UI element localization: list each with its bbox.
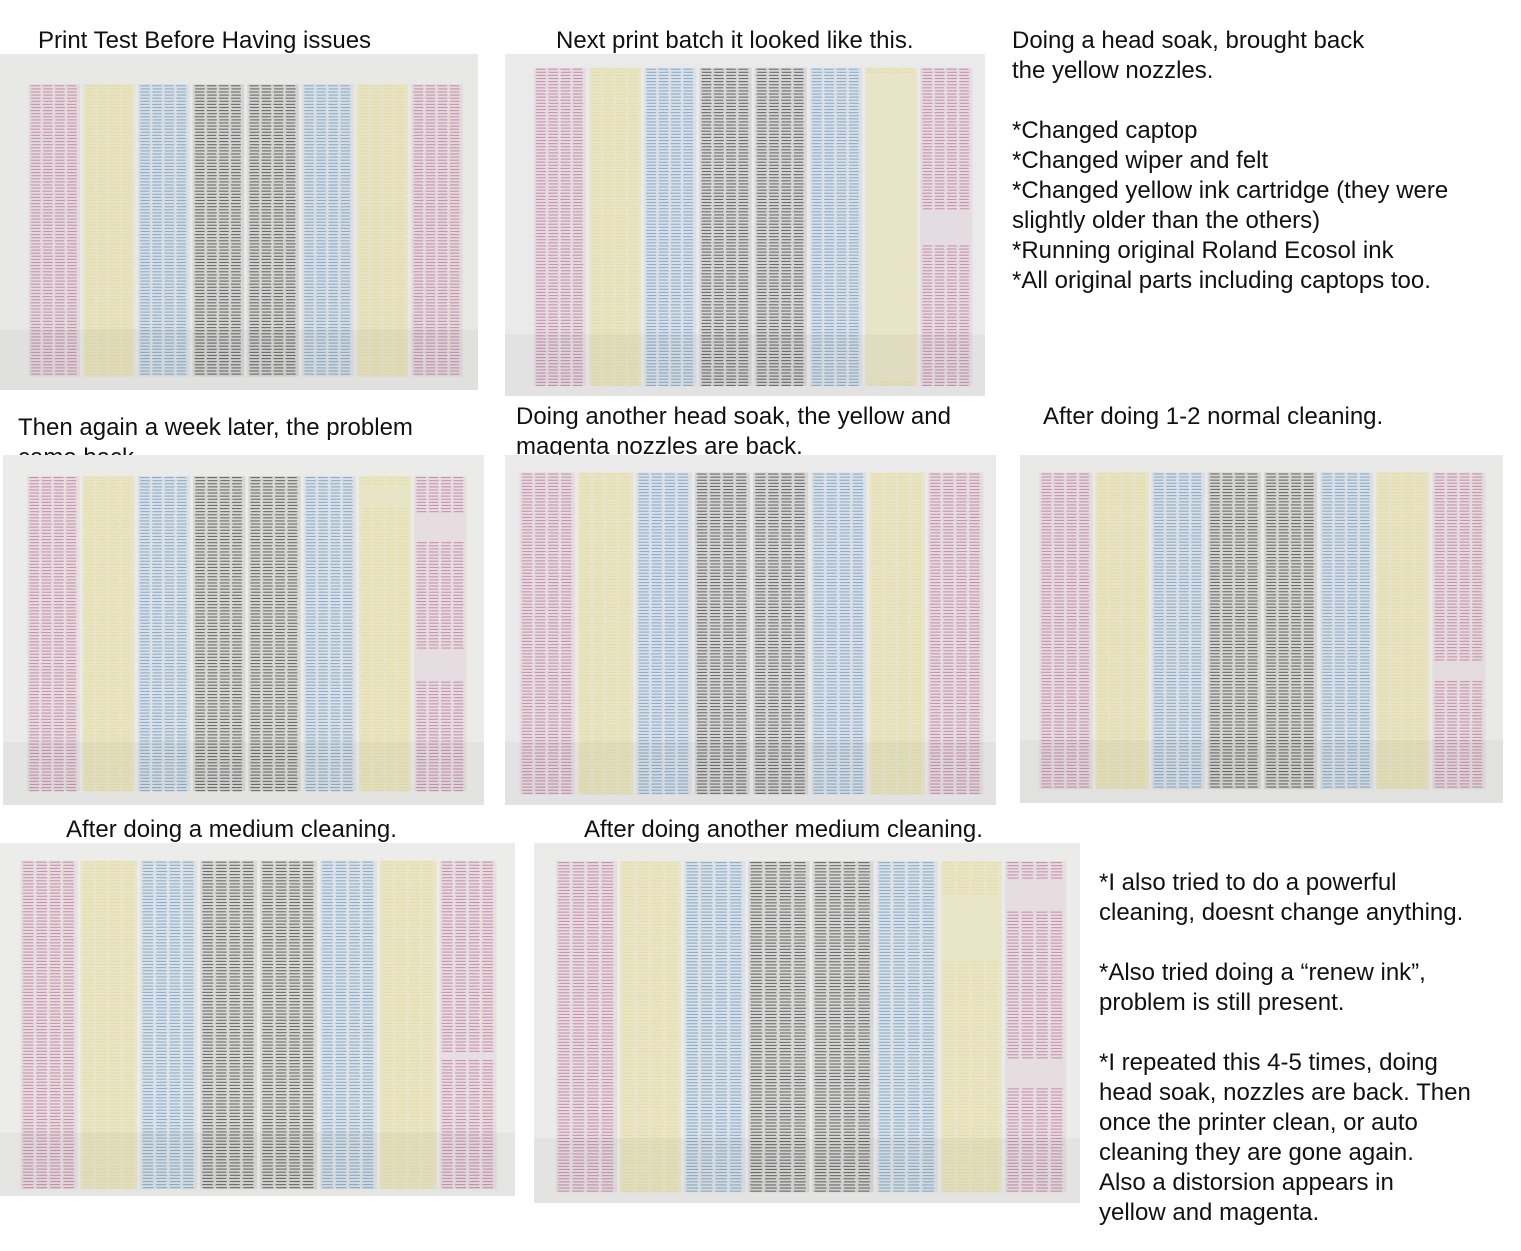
head-soak-notes xyxy=(1012,26,1448,296)
note-line: cleaning they are gone again. xyxy=(1099,1138,1471,1168)
photo-normal-cleaning xyxy=(1020,455,1503,803)
note-line: problem is still present. xyxy=(1099,988,1471,1018)
photo-week-later xyxy=(3,455,484,805)
note-line: *Changed wiper and felt xyxy=(1012,146,1448,176)
photo-another-head-soak xyxy=(505,455,996,805)
note-line: *Changed captop xyxy=(1012,116,1448,146)
note-line: *All original parts including captops too. xyxy=(1012,266,1448,296)
note-line: *Running original Roland Ecosol ink xyxy=(1012,236,1448,266)
caption-week-later: Then again a week later, the problem xyxy=(18,413,478,473)
nozzle-test-pattern xyxy=(0,843,515,1196)
caption-next-print-batch: Next print batch it looked like this. xyxy=(556,26,914,56)
nozzle-test-pattern xyxy=(0,54,478,390)
note-line: Doing a head soak, brought back xyxy=(1012,26,1448,56)
photo-another-medium-cleaning xyxy=(534,843,1080,1203)
note-line: *I repeated this 4-5 times, doing xyxy=(1099,1048,1471,1078)
photo-print-test-before xyxy=(0,54,478,390)
note-spacer xyxy=(1099,1018,1471,1048)
nozzle-test-pattern xyxy=(1020,455,1503,803)
note-line: slightly older than the others) xyxy=(1012,206,1448,236)
photo-medium-cleaning xyxy=(0,843,515,1196)
note-line: cleaning, doesnt change anything. xyxy=(1099,898,1471,928)
note-spacer xyxy=(1099,928,1471,958)
note-line: *Also tried doing a “renew ink”, xyxy=(1099,958,1471,988)
cleaning-notes xyxy=(1099,868,1471,1228)
nozzle-test-pattern xyxy=(534,843,1080,1203)
note-line: *Changed yellow ink cartridge (they were xyxy=(1012,176,1448,206)
caption-another-head-soak: Doing another head soak, the yellow and magenta nozzles are back. xyxy=(516,402,966,462)
note-line: Also a distorsion appears in xyxy=(1099,1168,1471,1198)
note-line: the yellow nozzles. xyxy=(1012,56,1448,86)
caption-another-medium-cleaning: After doing another medium cleaning. xyxy=(584,815,983,845)
caption-print-test-before: Print Test Before Having issues xyxy=(38,26,371,56)
photo-next-print-batch xyxy=(505,54,985,396)
nozzle-test-pattern xyxy=(505,54,985,396)
note-line: once the printer clean, or auto xyxy=(1099,1108,1471,1138)
note-line: *I also tried to do a powerful xyxy=(1099,868,1471,898)
nozzle-test-pattern xyxy=(505,455,996,805)
note-spacer xyxy=(1012,86,1448,116)
caption-medium-cleaning: After doing a medium cleaning. xyxy=(66,815,397,845)
note-line: head soak, nozzles are back. Then xyxy=(1099,1078,1471,1108)
caption-normal-cleaning: After doing 1-2 normal cleaning. xyxy=(1043,402,1383,432)
nozzle-test-pattern xyxy=(3,455,484,805)
note-line: yellow and magenta. xyxy=(1099,1198,1471,1228)
